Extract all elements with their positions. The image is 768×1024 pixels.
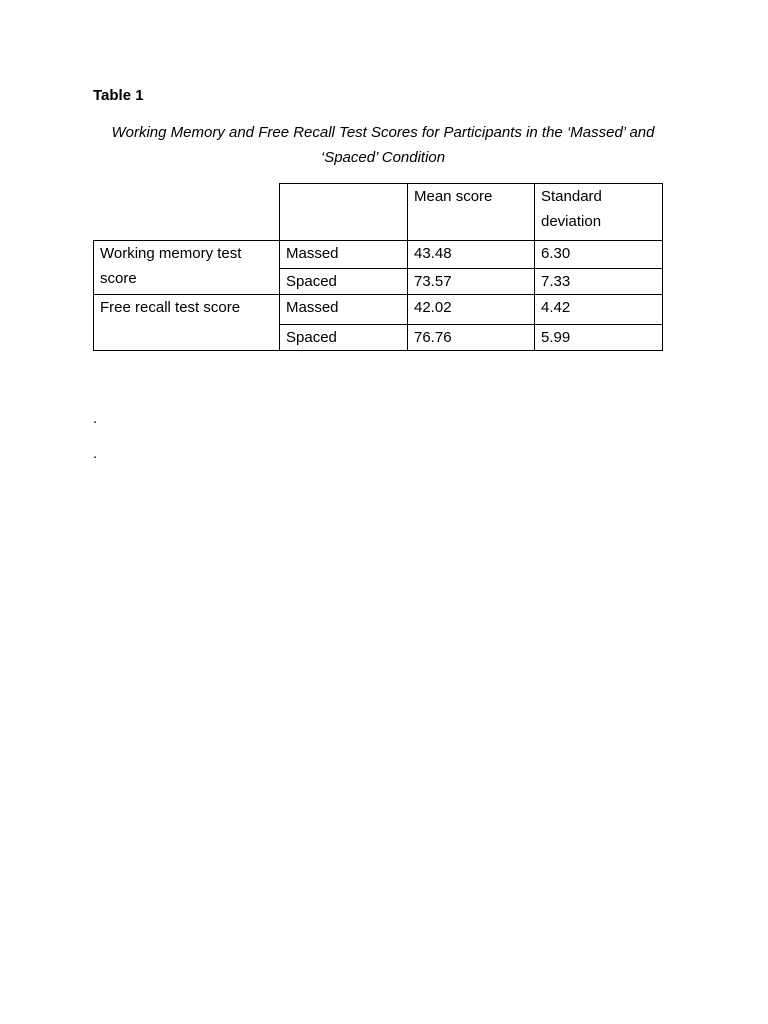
condition-cell: Massed (280, 295, 408, 325)
measure-cell-free-recall: Free recall test score (94, 295, 280, 351)
sd-cell: 5.99 (535, 325, 663, 351)
table-caption: Working Memory and Free Recall Test Scores for Participants in the ‘Massed’ and ‘Spaced’ Condition (111, 124, 655, 166)
empty-corner-cell (94, 184, 280, 241)
condition-cell: Spaced (280, 325, 408, 351)
trailing-mark: . (93, 410, 98, 427)
mean-cell: 43.48 (408, 241, 535, 269)
condition-cell: Spaced (280, 269, 408, 295)
table-row (94, 295, 663, 325)
mean-cell: 42.02 (408, 295, 535, 325)
table-row (94, 241, 663, 269)
results-table (93, 183, 663, 351)
mean-cell: 73.57 (408, 269, 535, 295)
header-row (94, 184, 663, 241)
condition-cell: Massed (280, 241, 408, 269)
sd-cell: 6.30 (535, 241, 663, 269)
header-cell-sd: Standard deviation (535, 184, 663, 241)
sd-cell: 4.42 (535, 295, 663, 325)
header-cell-mean: Mean score (408, 184, 535, 241)
header-cell-condition (280, 184, 408, 241)
measure-cell-working-memory: Working memory test score (94, 241, 280, 295)
trailing-mark: . (93, 445, 98, 462)
mean-cell: 76.76 (408, 325, 535, 351)
sd-cell: 7.33 (535, 269, 663, 295)
table-label: Table 1 (93, 87, 144, 104)
